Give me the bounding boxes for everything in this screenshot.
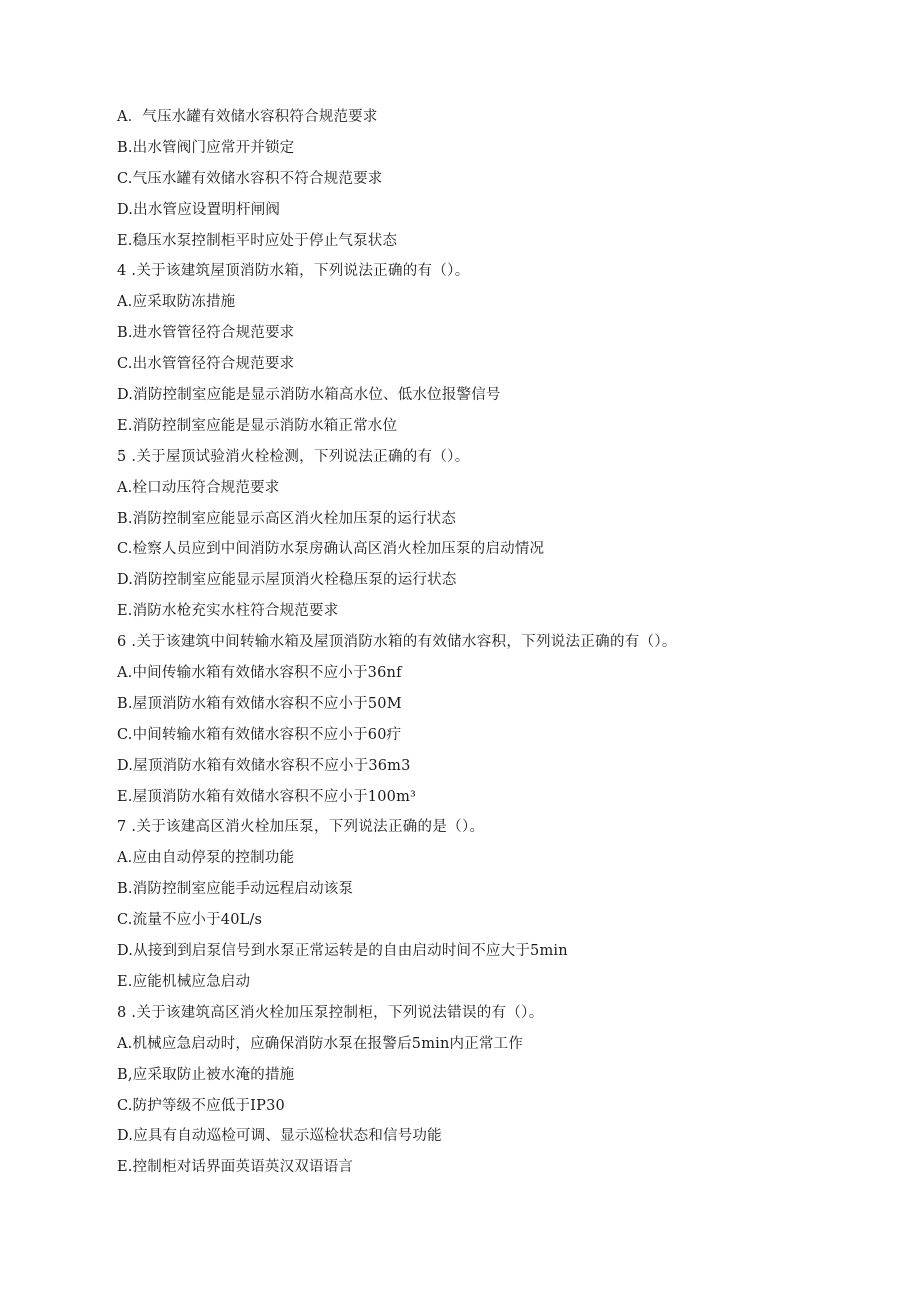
- answer-option: D.出水管应设置明杆闸阀: [117, 201, 281, 218]
- answer-option: A.中间传输水箱有效储水容积不应小于36nf: [117, 665, 402, 682]
- answer-option: B.出水管阀门应常开并锁定: [117, 139, 295, 156]
- answer-option: A.应由自动停泵的控制功能: [117, 850, 295, 867]
- answer-option: D.应具有自动巡检可调、显示巡检状态和信号功能: [117, 1128, 442, 1145]
- answer-option: E.应能机械应急启动: [117, 973, 251, 990]
- answer-option: C.中间转输水箱有效储水容积不应小于60疔: [117, 726, 402, 743]
- answer-option: E.消防水枪充实水柱符合规范要求: [117, 603, 339, 620]
- answer-option: E.控制柜对话界面英语英汉双语语言: [117, 1159, 354, 1176]
- answer-option: B.消防控制室应能手动远程启动该泵: [117, 881, 354, 898]
- answer-option: C.检察人员应到中间消防水泵房确认高区消火栓加压泵的启动情况: [117, 541, 545, 558]
- question-stem: 7 .关于该建高区消火栓加压泵，下列说法正确的是（）。: [117, 819, 485, 836]
- answer-option: E.屋顶消防水箱有效储水容积不应小于100m³: [117, 788, 417, 805]
- answer-option: A．气压水罐有效储水容积符合规范要求: [117, 109, 378, 125]
- answer-option: C.流量不应小于40L/s: [117, 912, 263, 929]
- answer-option: E.消防控制室应能是显示消防水箱正常水位: [117, 417, 398, 434]
- answer-option: B.进水管管径符合规范要求: [117, 325, 295, 342]
- answer-option: B,应采取防止被水淹的措施: [117, 1066, 295, 1083]
- answer-option: B.屋顶消防水箱有效储水容积不应小于50M: [117, 695, 402, 712]
- answer-option: D.消防控制室应能显示屋顶消火栓稳压泵的运行状态: [117, 572, 457, 589]
- answer-option: D.从接到到启泵信号到水泵正常运转是的自由启动时间不应大于5min: [117, 943, 568, 960]
- answer-option: D.消防控制室应能是显示消防水箱高水位、低水位报警信号: [117, 387, 501, 404]
- question-stem: 4 .关于该建筑屋顶消防水箱，下列说法正确的有（）。: [117, 263, 470, 280]
- answer-option: A.应采取防冻措施: [117, 294, 236, 311]
- answer-option: C.防护等级不应低于IP30: [117, 1097, 285, 1114]
- question-stem: 8 .关于该建筑高区消火栓加压泵控制柜，下列说法错误的有（）。: [117, 1004, 544, 1021]
- answer-option: E.稳压水泵控制柜平时应处于停止气泵状态: [117, 232, 398, 249]
- answer-option: C.气压水罐有效储水容积不符合规范要求: [117, 170, 383, 187]
- question-stem: 6 .关于该建筑中间转输水箱及屋顶消防水箱的有效储水容积，下列说法正确的有（）。: [117, 634, 677, 651]
- answer-option: C.出水管管径符合规范要求: [117, 356, 295, 373]
- question-stem: 5 .关于屋顶试验消火栓检测，下列说法正确的有（）。: [117, 448, 470, 465]
- answer-option: A.机械应急启动时，应确保消防水泵在报警后5min内正常工作: [117, 1035, 524, 1052]
- answer-option: A.栓口动压符合规范要求: [117, 479, 280, 496]
- answer-option: B.消防控制室应能显示高区消火栓加压泵的运行状态: [117, 510, 457, 527]
- answer-option: D.屋顶消防水箱有效储水容积不应小于36m3: [117, 757, 411, 774]
- question-text-block: [117, 102, 877, 1183]
